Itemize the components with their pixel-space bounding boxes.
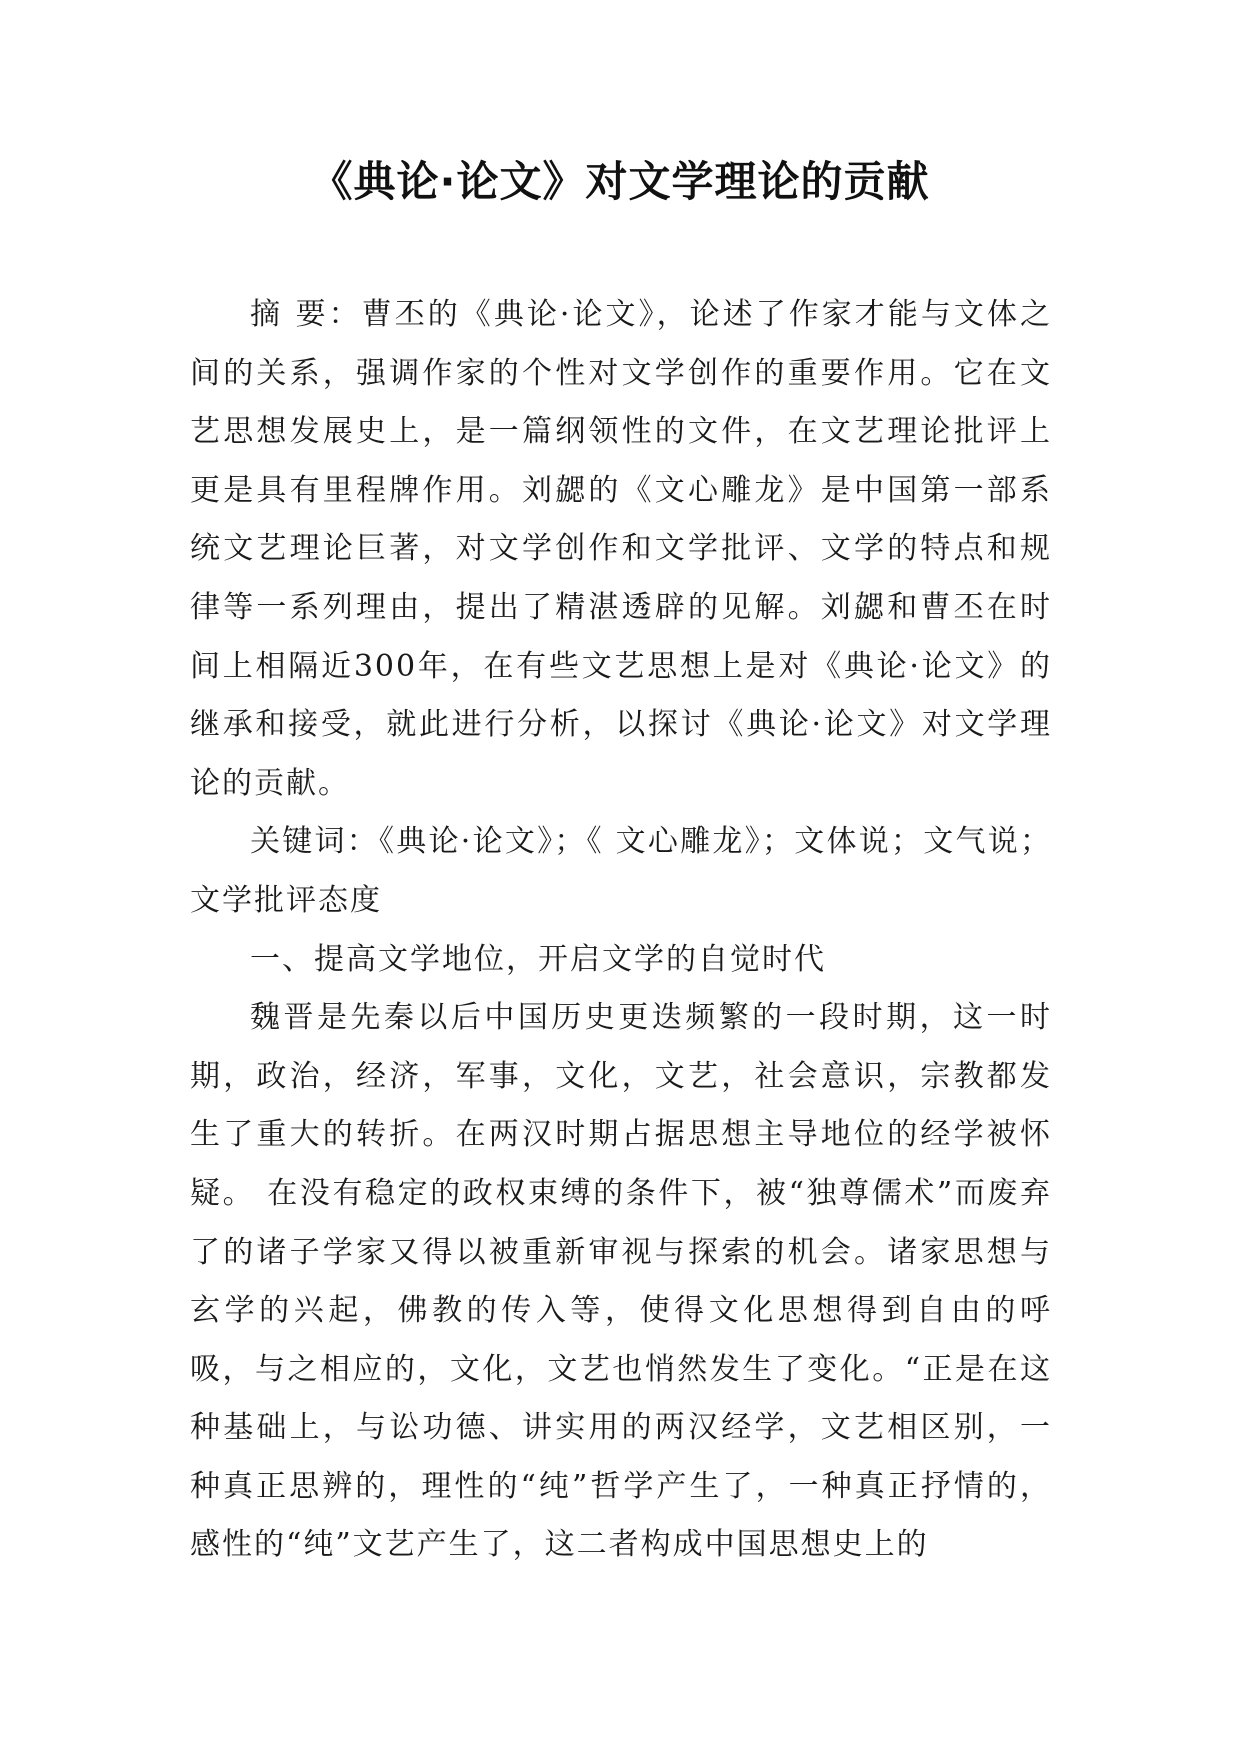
document-title: 《典论·论文》对文学理论的贡献 [310,157,930,206]
keywords-paragraph: 关键词：《典论·论文》；《 文心雕龙》；文体说；文气说；文学批评态度 [190,824,1052,918]
section-paragraph: 魏晋是先秦以后中国历史更迭频繁的一段时期，这一时期，政治，经济，军事，文化，文艺，社会意识，宗教都发生了重大的转折。在两汉时期占据思想主导地位的经学被怀疑。 在没有稳定的政权束缚的条件下，被“独尊儒术”而废弃了的诸子学家又得以被重新审视与探索的机会。诸家思想与玄学的兴起，佛教的传入等，使得文化思想得到自由的呼吸，与之相应的，文化，文艺也悄然发生了变化。“正是在这种基础上，与讼功德、讲实用的两汉经学，文艺相区别，一种真正思辨的，理性的“纯”哲学产生了，一种真正抒情的，感性的“纯”文艺产生了，这二者构成中国思想史上的 [190,1000,1052,1563]
abstract-paragraph: 摘 要：曹丕的《典论·论文》，论述了作家才能与文体之间的关系，强调作家的个性对文学创作的重要作用。它在文艺思想发展史上，是一篇纲领性的文件，在文艺理论批评上更是具有里程牌作用。刘勰的《文心雕龙》是中国第一部系统文艺理论巨著，对文学创作和文学批评、文学的特点和规律等一系列理由，提出了精湛透辟的见解。刘勰和曹丕在时间上相隔近300年，在有些文艺思想上是对《典论·论文》的继承和接受，就此进行分析，以探讨《典论·论文》对文学理论的贡献。 [190,297,1052,801]
section-heading: 一、提高文学地位，开启文学的自觉时代 [250,941,826,977]
document-body [190,286,1052,1575]
